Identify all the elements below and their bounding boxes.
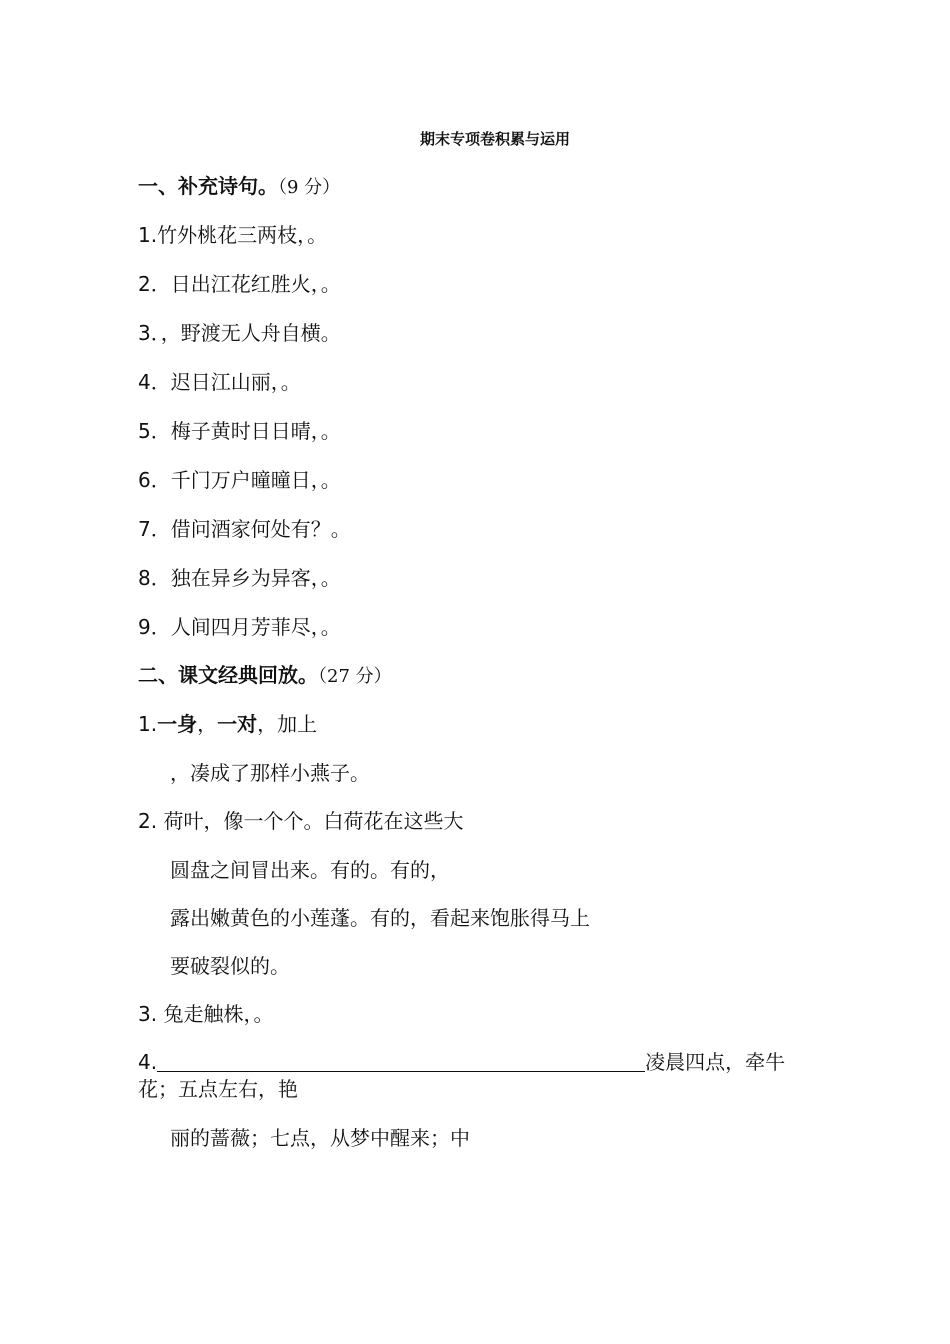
- section2-heading: [138, 662, 392, 690]
- poem-item-4-num: 4．: [138, 370, 171, 394]
- poem-item-6-num: 6．: [138, 468, 171, 492]
- text-item-4-line3: 丽的蔷薇；七点，从梦中醒来；中: [170, 1126, 470, 1150]
- text-item-1-seg3: 一对: [217, 712, 258, 736]
- poem-item-5-text: 梅子黄时日日晴，。: [170, 419, 341, 443]
- text-item-2: [138, 808, 463, 834]
- poem-item-8: [138, 565, 341, 591]
- poem-item-3: [138, 320, 341, 346]
- poem-item-3-num: 3．: [138, 321, 161, 345]
- text-item-1-num: 1.: [138, 712, 158, 736]
- text-item-1-seg1: 一身: [157, 712, 198, 736]
- poem-item-4-text: 迟日江山丽，。: [170, 370, 301, 394]
- text-item-4: [138, 1049, 785, 1075]
- poem-item-6-text: 千门万户曈曈日，。: [170, 468, 341, 492]
- text-item-4-line2: 花；五点左右，艳: [138, 1077, 298, 1101]
- text-item-2-line1: 荷叶，像一个个。白荷花在这些大: [163, 809, 464, 833]
- poem-item-6: [138, 467, 341, 493]
- poem-item-3-text: ，野渡无人舟自横。: [160, 321, 341, 345]
- text-item-1-seg2: ，: [197, 712, 218, 736]
- text-item-3-text: 兔走触株，。: [163, 1002, 274, 1026]
- section2-heading-text: 二、课文经典回放。: [138, 663, 318, 687]
- text-item-3: [138, 1001, 273, 1027]
- poem-item-9-num: 9．: [138, 615, 171, 639]
- poem-item-4: [138, 369, 301, 395]
- poem-item-2: [138, 271, 341, 297]
- poem-item-7: [138, 516, 351, 542]
- section1-score: （9 分）: [278, 177, 341, 198]
- text-item-4-after-blank: 凌晨四点，牵牛: [645, 1050, 786, 1074]
- poem-item-5: [138, 418, 341, 444]
- text-item-4-num: 4.: [138, 1050, 158, 1074]
- poem-item-1: [138, 222, 327, 248]
- section2-score: （27 分）: [318, 666, 392, 687]
- answer-blank-line[interactable]: [157, 1051, 645, 1072]
- section1-heading-text: 一、补充诗句。: [138, 174, 278, 198]
- page-title: 期末专项卷积累与运用: [419, 130, 570, 148]
- poem-item-8-text: 独在异乡为异客，。: [170, 566, 341, 590]
- poem-item-1-num: 1.: [138, 223, 158, 247]
- poem-item-9: [138, 614, 341, 640]
- poem-item-8-num: 8．: [138, 566, 171, 590]
- poem-item-2-text: 日出江花红胜火，。: [170, 272, 341, 296]
- text-item-2-line3: 露出嫩黄色的小莲蓬。有的，看起来饱胀得马上: [170, 906, 590, 930]
- text-item-1-continuation: ，凑成了那样小燕子。: [170, 761, 370, 785]
- text-item-3-num: 3.: [138, 1002, 158, 1026]
- poem-item-5-num: 5．: [138, 419, 171, 443]
- text-item-2-line2: 圆盘之间冒出来。有的。有的，: [170, 858, 450, 882]
- poem-item-2-num: 2．: [138, 272, 171, 296]
- section1-heading: [138, 173, 340, 201]
- text-item-1: [138, 711, 317, 737]
- poem-item-7-text: 借问酒家何处有？。: [170, 517, 351, 541]
- poem-item-9-text: 人间四月芳菲尽，。: [170, 615, 341, 639]
- poem-item-1-text: 竹外桃花三两枝，。: [157, 223, 328, 247]
- text-item-2-num: 2.: [138, 809, 158, 833]
- text-item-2-line4: 要破裂似的。: [170, 954, 290, 978]
- poem-item-7-num: 7．: [138, 517, 171, 541]
- text-item-1-seg4: ，加上: [257, 712, 318, 736]
